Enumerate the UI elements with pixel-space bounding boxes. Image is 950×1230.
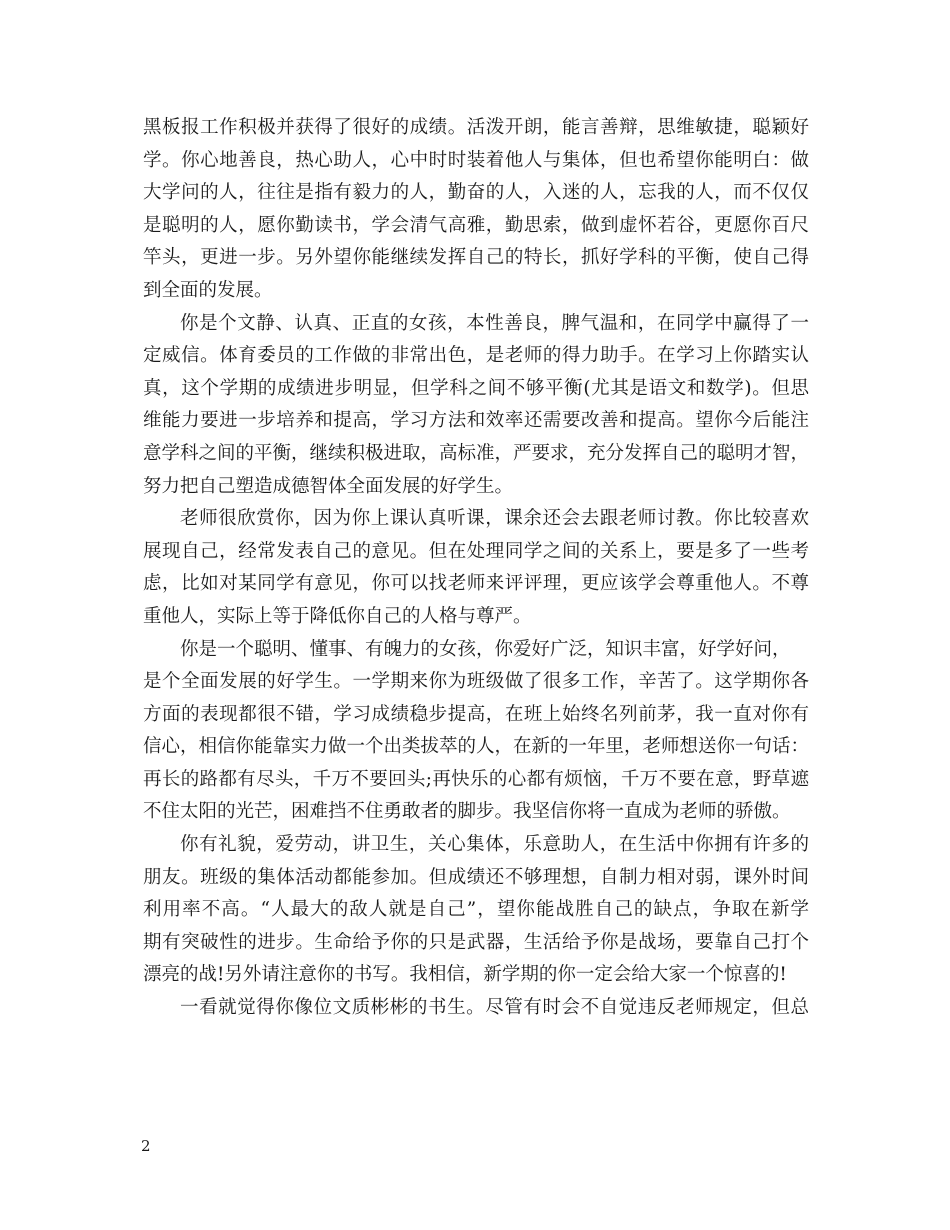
text-line: 到全面的发展。 (143, 279, 273, 301)
body-text (143, 112, 809, 1025)
text-line: 信心，相信你能靠实力做一个出类拔萃的人，在新的一年里，老师想送你一句话： (143, 736, 810, 758)
text-line: 重他人，实际上等于降低你自己的人格与尊严。 (143, 605, 532, 627)
text-line: 大学问的人，往往是指有毅力的人，勤奋的人，入迷的人，忘我的人，而不仅仅 (143, 182, 809, 204)
text-line: 老师很欣赏你，因为你上课认真听课，课余还会去跟老师讨教。你比较喜欢 (180, 508, 809, 530)
text-line: 虑，比如对某同学有意见，你可以找老师来评评理，更应该学会尊重他人。不尊 (143, 573, 809, 595)
text-line: 不住太阳的光芒，困难挡不住勇敢者的脚步。我坚信你将一直成为老师的骄傲。 (143, 801, 791, 823)
text-line: 期有突破性的进步。生命给予你的只是武器，生活给予你是战场，要靠自己打个 (143, 931, 809, 953)
text-line: 漂亮的战!另外请注意你的书写。我相信，新学期的你一定会给大家一个惊喜的! (143, 964, 787, 986)
text-line: 再长的路都有尽头，千万不要回头;再快乐的心都有烦恼，千万不要在意，野草遮 (143, 768, 809, 790)
text-line: 是聪明的人，愿你勤读书，学会清气高雅，勤思索，做到虚怀若谷，更愿你百尺 (143, 214, 809, 236)
text-line: 是个全面发展的好学生。一学期来你为班级做了很多工作，辛苦了。这学期你各 (143, 671, 809, 693)
text-line: 你是个文静、认真、正直的女孩，本性善良，脾气温和，在同学中赢得了一 (180, 312, 809, 334)
text-line: 朋友。班级的集体活动都能参加。但成绩还不够理想，自制力相对弱，课外时间 (143, 866, 809, 888)
text-line: 竿头，更进一步。另外望你能继续发挥自己的特长，抓好学科的平衡，使自己得 (143, 247, 809, 269)
text-line: 展现自己，经常发表自己的意见。但在处理同学之间的关系上，要是多了一些考 (143, 540, 809, 562)
text-line: 意学科之间的平衡，继续积极进取，高标准，严要求，充分发挥自己的聪明才智， (143, 442, 810, 464)
text-line: 维能力要进一步培养和提高，学习方法和效率还需要改善和提高。望你今后能注 (143, 410, 809, 432)
text-line: 方面的表现都很不错，学习成绩稳步提高，在班上始终名列前茅，我一直对你有 (143, 703, 809, 725)
page-number: 2 (141, 1137, 151, 1155)
text-line: 真，这个学期的成绩进步明显，但学科之间不够平衡(尤其是语文和数学)。但思 (143, 377, 809, 399)
text-line: 利用率不高。“人最大的敌人就是自己”，望你能战胜自己的缺点，争取在新学 (143, 899, 809, 921)
text-line: 努力把自己塑造成德智体全面发展的好学生。 (143, 475, 514, 497)
text-line: 你有礼貌，爱劳动，讲卫生，关心集体，乐意助人，在生活中你拥有许多的 (180, 834, 809, 856)
text-line: 定威信。体育委员的工作做的非常出色，是老师的得力助手。在学习上你踏实认 (143, 345, 809, 367)
text-line: 黑板报工作积极并获得了很好的成绩。活泼开朗，能言善辩，思维敏捷，聪颖好 (143, 117, 809, 138)
text-line: 一看就觉得你像位文质彬彬的书生。尽管有时会不自觉违反老师规定，但总 (180, 997, 809, 1019)
text-line: 学。你心地善良，热心助人，心中时时装着他人与集体，但也希望你能明白：做 (143, 149, 809, 171)
text-line: 你是一个聪明、懂事、有魄力的女孩，你爱好广泛，知识丰富，好学好问， (180, 638, 791, 660)
